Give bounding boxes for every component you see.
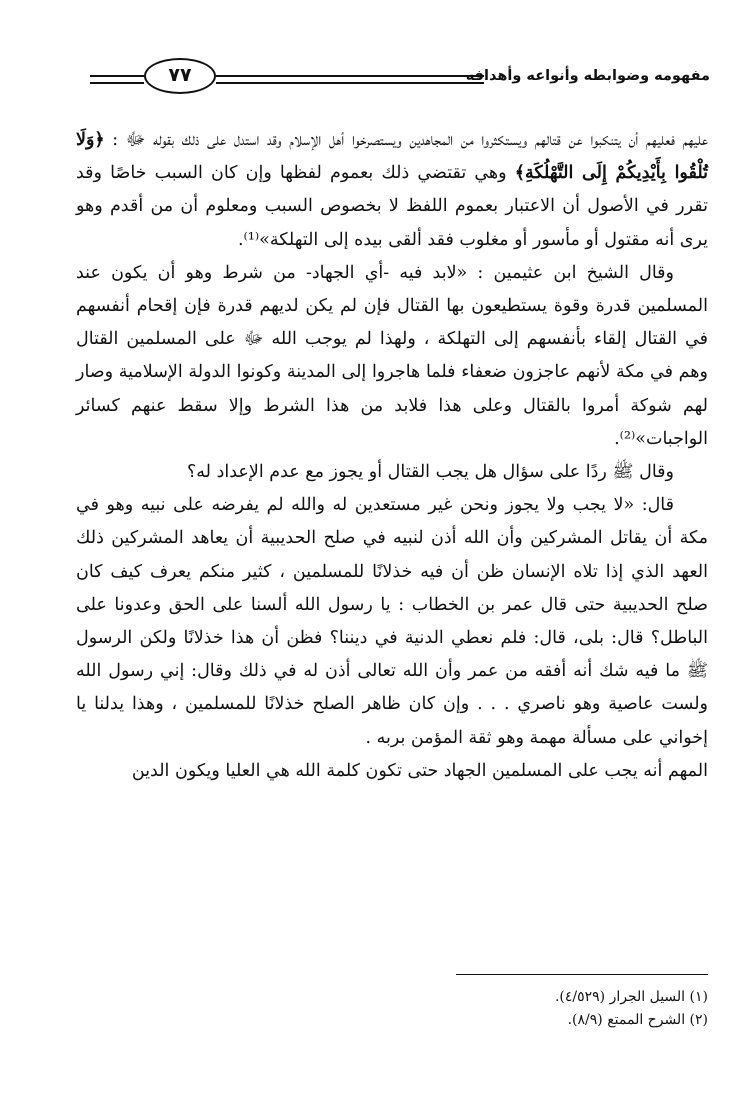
paragraph-text: وهي تقتضي ذلك بعموم لفظها وإن كان السبب خاصًا وقد تقرر في الأصول أن الاعتبار بعموم اللفظ لا بخصوص السبب ومعلوم أن من أقدم وهو يرى أنه مقتول أو مأسور أو مغلوب فقد ألقى بيده إلى التهلكة»⁽¹⁾. (76, 163, 708, 250)
paragraph: قال: «لا يجب ولا يجوز ونحن غير مستعدين له والله لم يفرضه على نبيه وهو في مكة أن يقاتل المشركين وأن الله أذن لنبيه في صلح الحديبية أن يعاهد المشركين ذلك العهد الذي إذا تلاه الإنسان ظن أن فيه خذلانًا للمسلمين ، كثير منكم يعرف كيف كان صلح الحديبية حتى قال عمر بن الخطاب : يا رسول الله ألسنا على الحق وعدونا على الباطل؟ قال: بلى، قال: فلم نعطي الدنية في ديننا؟ فظن أن هذا خذلانًا ولكن الرسول ﷺ ما فيه شك أنه أفقه من عمر وأن الله تعالى أذن له في ذلك وقال: إني رسول الله ولست عاصية وهو ناصري . . . وإن كان ظاهر الصلح خذلانًا للمسلمين ، وهذا يدلنا يا إخواني على مسألة مهمة وهو ثقة المؤمن بربه . (76, 495, 708, 748)
main-text (76, 124, 708, 788)
paragraph: المهم أنه يجب على المسلمين الجهاد حتى تكون كلمة الله هي العليا ويكون الدين (131, 760, 708, 781)
paragraph-text: عليهم فعليهم أن يتنكبوا عن قتالهم ويستكثروا من المجاهدين ويستصرخوا أهل الإسلام وقد استدل على ذلك بقوله ﷻ : (112, 130, 708, 150)
paragraph (76, 124, 708, 257)
footnote: (٢) الشرح الممتع (٨/٩). (567, 1012, 708, 1028)
header-double-rule (216, 75, 484, 84)
footnotes (76, 986, 708, 1032)
header-double-rule-end (90, 75, 144, 84)
page-header (90, 58, 710, 102)
footnote: (١) السيل الجرار (٤/٥٢٩). (554, 989, 708, 1005)
page-number: ٧٧ (168, 64, 192, 86)
quran-verse: ﴿وَلَا تُلْقُوا بِأَيْدِيكُمْ إِلَى التَّهْلُكَةِ﴾ (76, 130, 708, 184)
paragraph: وقال ﷺ ردًا على سؤال هل يجب القتال أو يجوز مع عدم الإعداد له؟ (187, 462, 674, 483)
page-number-oval (144, 58, 216, 94)
paragraph: وقال الشيخ ابن عثيمين : «لابد فيه -أي الجهاد- من شرط وهو أن يكون عند المسلمين قدرة وقوة يستطيعون بها القتال فإن لم يكن لديهم قدرة فإن إقحام أنفسهم في القتال إلقاء بأنفسهم إلى التهلكة ، ولهذا لم يوجب الله ﷻ على المسلمين القتال وهم في مكة لأنهم عاجزون ضعفاء فلما هاجروا إلى المدينة وكونوا الدولة الإسلامية وصار لهم شوكة أمروا بالقتال وعلى هذا فلابد من هذا الشرط وإلا سقط عنهم كسائر الواجبات»⁽²⁾. (76, 262, 708, 449)
running-title: مفهومه وضوابطه وأنواعه وأهدافه (465, 68, 710, 84)
footnote-divider (456, 974, 708, 975)
